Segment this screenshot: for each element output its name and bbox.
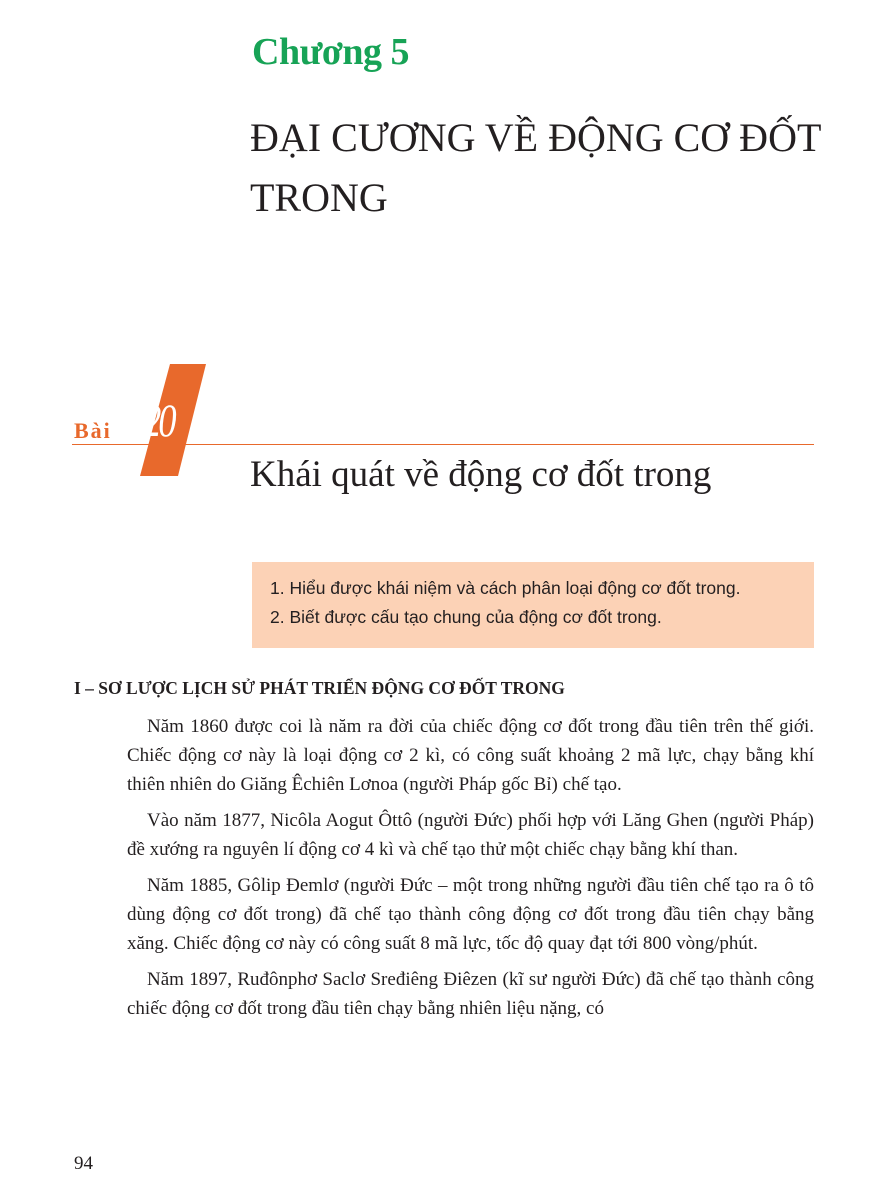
objective-item: 2. Biết được cấu tạo chung của động cơ đốt trong. <box>270 607 662 627</box>
lesson-number: 20 <box>143 395 174 447</box>
lesson-label: Bài <box>74 418 112 443</box>
section-body <box>127 712 814 1030</box>
chapter-number: Chương 5 <box>252 31 410 73</box>
body-paragraph: Năm 1860 được coi là năm ra đời của chiếc động cơ đốt trong đầu tiên trên thế giới. Chiếc động cơ này là loại động cơ 2 kì, có công suất khoảng 2 mã lực, chạy bằng khí thiên nhiên do Giăng Êchiên Lơnoa (người Pháp gốc Bỉ) chế tạo. <box>127 716 814 795</box>
chapter-title: ĐẠI CƯƠNG VỀ ĐỘNG CƠ ĐỐT TRONG <box>250 115 821 220</box>
page-number: 94 <box>74 1153 93 1174</box>
learning-objectives-box <box>252 562 814 648</box>
lesson-divider <box>72 444 814 445</box>
lesson-title: Khái quát về động cơ đốt trong <box>250 454 712 495</box>
body-paragraph: Năm 1897, Ruđônphơ Saclơ Sređiêng Điêzen (kĩ sư người Đức) đã chế tạo thành công chiếc động cơ đốt trong đầu tiên chạy bằng nhiên liệu nặng, có <box>127 969 814 1019</box>
objective-item: 1. Hiểu được khái niệm và cách phân loại động cơ đốt trong. <box>270 578 741 598</box>
section-heading: I – SƠ LƯỢC LỊCH SỬ PHÁT TRIỂN ĐỘNG CƠ ĐỐT TRONG <box>74 678 565 698</box>
body-paragraph: Vào năm 1877, Nicôla Aogut Ôttô (người Đức) phối hợp với Lăng Ghen (người Pháp) đề xướng ra nguyên lí động cơ 4 kì và chế tạo thử một chiếc chạy bằng khí than. <box>127 810 814 860</box>
body-paragraph: Năm 1885, Gôlip Đemlơ (người Đức – một trong những người đầu tiên chế tạo ra ô tô dùng động cơ đốt trong) đã chế tạo thành công động cơ đốt trong đầu tiên chạy bằng xăng. Chiếc động cơ này có công suất 8 mã lực, tốc độ quay đạt tới 800 vòng/phút. <box>127 875 814 954</box>
